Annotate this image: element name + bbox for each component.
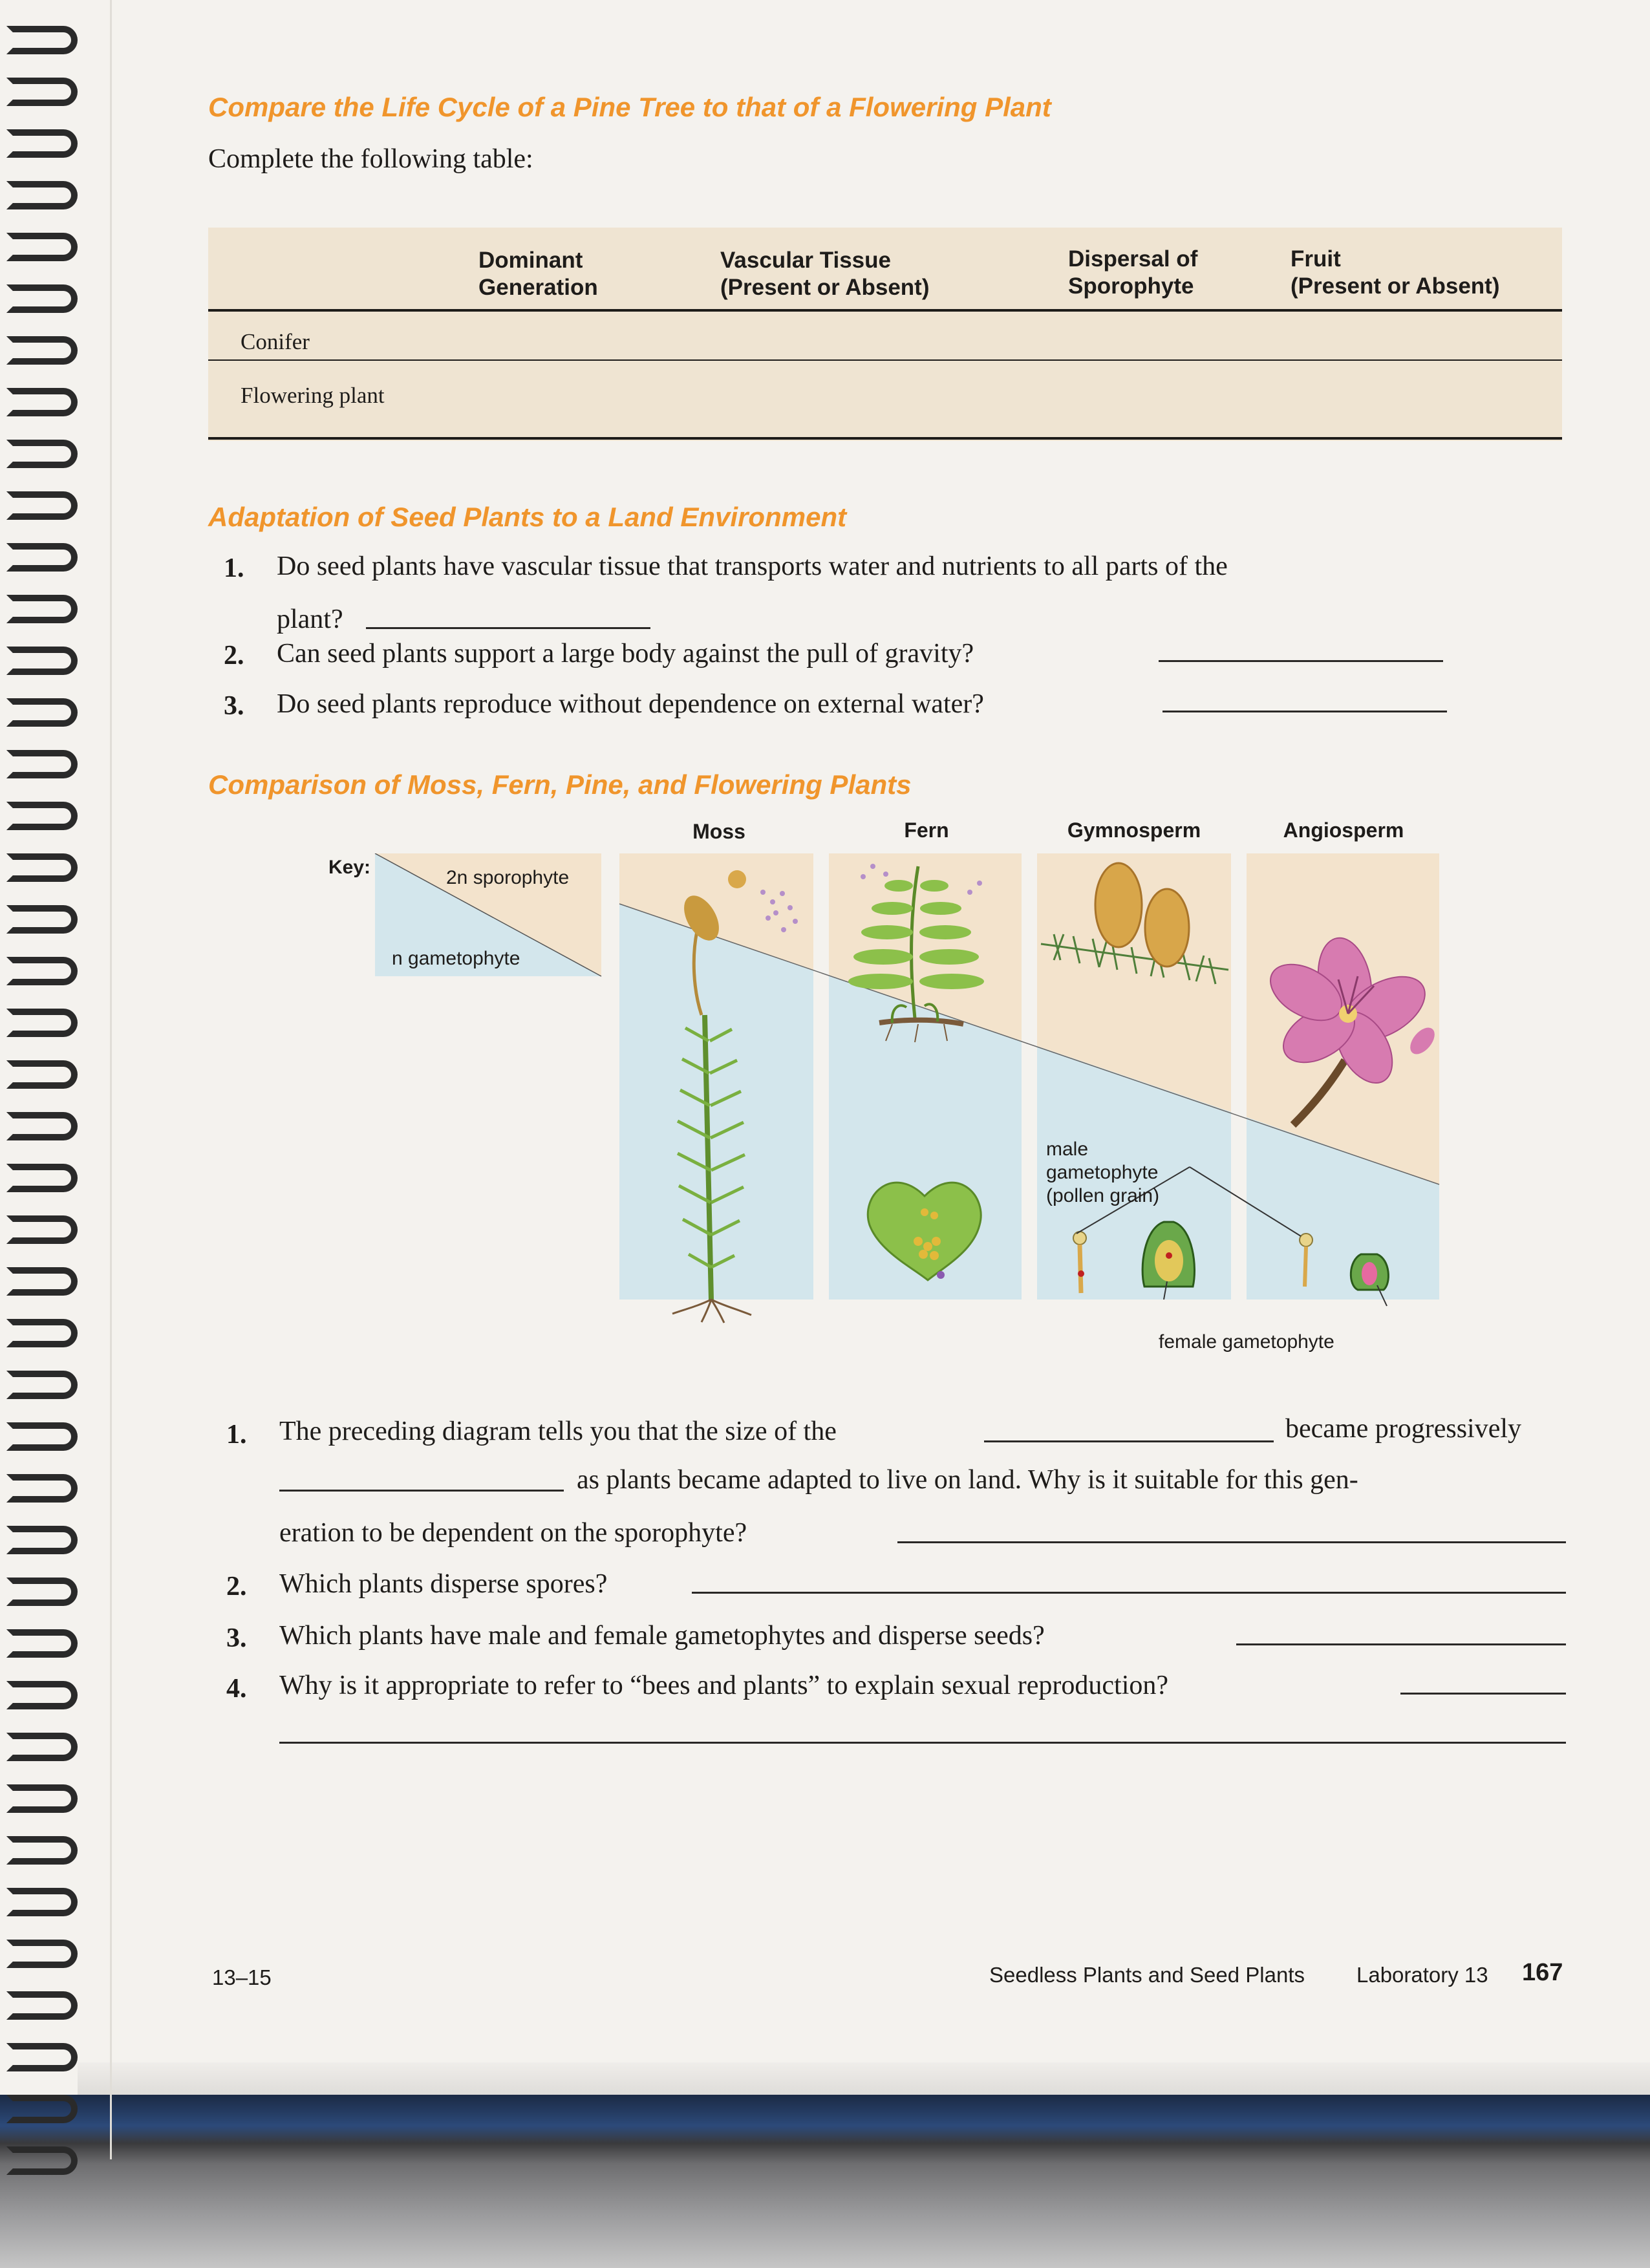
binding-ring xyxy=(6,1267,78,1296)
binding-ring xyxy=(6,543,78,572)
binding-ring xyxy=(6,853,78,882)
binding-ring xyxy=(6,1422,78,1451)
heading-compare-life-cycle: Compare the Life Cycle of a Pine Tree to that of a Flowering Plant xyxy=(208,92,1051,122)
binding-ring xyxy=(6,440,78,468)
question-text: The preceding diagram tells you that the size of the xyxy=(279,1417,837,1446)
question-number: 1. xyxy=(224,553,244,583)
header-line: Dominant xyxy=(478,248,583,273)
binding-ring xyxy=(6,1371,78,1399)
question-number: 3. xyxy=(224,691,244,721)
header-fruit xyxy=(1291,246,1499,300)
table-instruction: Complete the following table: xyxy=(208,144,533,174)
column-angiosperm: Angiosperm xyxy=(1283,818,1404,842)
binding-ring xyxy=(6,2043,78,2071)
answer-blank[interactable] xyxy=(279,1742,1566,1744)
key-sporophyte-label: 2n sporophyte xyxy=(446,867,570,888)
label-line: (pollen grain) xyxy=(1046,1185,1160,1206)
question-text: Why is it appropriate to refer to “bees and plants” to explain sexual reproduction? xyxy=(279,1671,1169,1700)
column-fern: Fern xyxy=(904,818,949,842)
binding-ring xyxy=(6,905,78,934)
female-gametophyte-label: female gametophyte xyxy=(1159,1331,1334,1353)
binding-ring xyxy=(6,2146,78,2175)
plant-comparison-diagram xyxy=(323,815,1584,1371)
question-text: plant? xyxy=(277,604,343,634)
row-label-conifer: Conifer xyxy=(241,329,310,354)
binding-ring xyxy=(6,1629,78,1658)
binding-ring xyxy=(6,647,78,675)
question-text: became progressively xyxy=(1285,1414,1522,1444)
binding-ring xyxy=(6,181,78,209)
question-number: 1. xyxy=(226,1420,247,1450)
binding-ring xyxy=(6,1319,78,1347)
binding-ring xyxy=(6,750,78,778)
binding-ring xyxy=(6,698,78,727)
binding-ring xyxy=(6,388,78,416)
comparison-table xyxy=(208,228,1562,441)
label-line: gametophyte xyxy=(1046,1162,1159,1183)
question-text: Do seed plants reproduce without dependence on external water? xyxy=(277,689,984,719)
footer-section-number: 13–15 xyxy=(212,1965,272,1989)
binding-ring xyxy=(6,802,78,830)
page-margin-line xyxy=(110,0,112,2159)
binding-ring xyxy=(6,336,78,365)
answer-blank[interactable] xyxy=(897,1541,1566,1543)
binding-ring xyxy=(6,2095,78,2123)
binding-ring xyxy=(6,129,78,158)
table-row-rule xyxy=(208,359,1562,361)
question-text: Which plants disperse spores? xyxy=(279,1569,608,1599)
table-bottom-rule xyxy=(208,437,1562,440)
desk-background xyxy=(0,2095,1650,2268)
heading-comparison: Comparison of Moss, Fern, Pine, and Flowering Plants xyxy=(208,769,912,800)
footer-lab-label: Laboratory 13 xyxy=(1356,1963,1488,1987)
binding-ring xyxy=(6,1681,78,1709)
key-label: Key: xyxy=(328,857,371,878)
binding-ring xyxy=(6,26,78,54)
binding-ring xyxy=(6,1578,78,1606)
answer-blank[interactable] xyxy=(366,627,650,629)
binding-ring xyxy=(6,491,78,520)
binding-ring xyxy=(6,233,78,261)
answer-blank[interactable] xyxy=(1159,660,1443,662)
binding-ring xyxy=(6,595,78,623)
binding-ring xyxy=(6,1009,78,1037)
table-header-rule xyxy=(208,309,1562,312)
binding-ring xyxy=(6,1888,78,1916)
question-text: eration to be dependent on the sporophyte? xyxy=(279,1518,747,1548)
header-line: (Present or Absent) xyxy=(1291,273,1500,299)
binding-ring xyxy=(6,1215,78,1244)
question-text: as plants became adapted to live on land. Why is it suitable for this gen- xyxy=(577,1465,1358,1495)
header-line: Generation xyxy=(478,275,598,300)
header-line: Dispersal of xyxy=(1068,246,1198,272)
answer-blank[interactable] xyxy=(279,1490,564,1492)
question-text: Do seed plants have vascular tissue that transports water and nutrients to all parts of the xyxy=(277,551,1228,581)
binding-ring xyxy=(6,1836,78,1865)
question-number: 3. xyxy=(226,1623,247,1653)
question-text: Can seed plants support a large body against the pull of gravity? xyxy=(277,639,974,669)
footer-chapter-title: Seedless Plants and Seed Plants xyxy=(989,1963,1305,1987)
binding-ring xyxy=(6,284,78,313)
binding-ring xyxy=(6,1784,78,1813)
answer-blank[interactable] xyxy=(1400,1693,1566,1695)
binding-ring xyxy=(6,1526,78,1554)
answer-blank[interactable] xyxy=(1162,711,1447,712)
header-dispersal xyxy=(1068,246,1197,300)
header-line: Vascular Tissue xyxy=(720,248,891,273)
answer-blank[interactable] xyxy=(1236,1643,1566,1645)
binding-ring xyxy=(6,78,78,106)
question-number: 2. xyxy=(224,641,244,670)
binding-ring xyxy=(6,1164,78,1192)
row-label-flowering-plant: Flowering plant xyxy=(241,383,385,408)
label-line: male xyxy=(1046,1139,1089,1160)
spiral-binding xyxy=(0,0,78,2198)
binding-ring xyxy=(6,1940,78,1968)
header-vascular-tissue xyxy=(720,247,929,301)
question-number: 4. xyxy=(226,1674,247,1704)
diagram-art xyxy=(323,853,1584,1371)
key-gametophyte-label: n gametophyte xyxy=(392,948,520,969)
header-line: (Present or Absent) xyxy=(720,275,930,300)
header-line: Fruit xyxy=(1291,246,1341,272)
column-gymnosperm: Gymnosperm xyxy=(1067,818,1201,842)
binding-ring xyxy=(6,1991,78,2020)
answer-blank[interactable] xyxy=(984,1440,1274,1442)
binding-ring xyxy=(6,1733,78,1761)
binding-ring xyxy=(6,1112,78,1140)
binding-ring xyxy=(6,957,78,985)
column-moss: Moss xyxy=(692,820,745,843)
header-dominant-generation xyxy=(478,247,598,301)
footer-page-number: 167 xyxy=(1522,1959,1563,1986)
question-text: Which plants have male and female gametophytes and disperse seeds? xyxy=(279,1621,1045,1651)
answer-blank[interactable] xyxy=(692,1592,1566,1594)
binding-ring xyxy=(6,1060,78,1089)
heading-adaptation: Adaptation of Seed Plants to a Land Environment xyxy=(208,502,847,532)
question-number: 2. xyxy=(226,1572,247,1601)
binding-ring xyxy=(6,1474,78,1503)
header-line: Sporophyte xyxy=(1068,273,1194,299)
male-gametophyte-label xyxy=(1046,1138,1159,1208)
